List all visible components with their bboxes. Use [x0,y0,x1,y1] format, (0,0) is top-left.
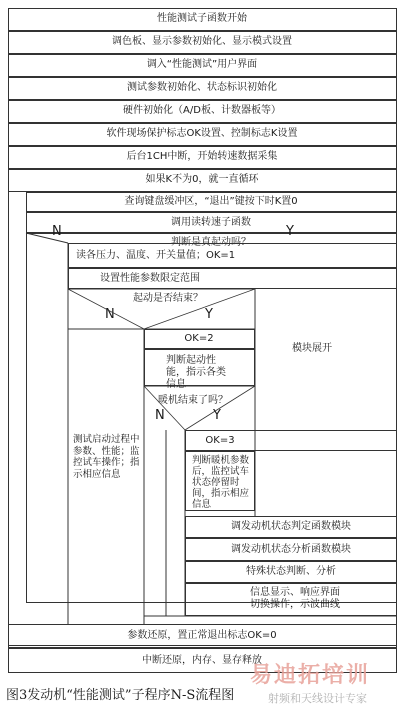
start-done-y-label: Y [205,307,213,322]
restore-int-label: 中断还原，内存、显存释放 [142,655,262,666]
test-proc-label: 测试启动过程中参数、性能；监控试车操作；指示相应信息 [73,434,140,480]
hw-init-label: 硬件初始化（A/D板、计数器板等） [123,105,281,116]
restore-params-label: 参数还原，置正常退出标志OK=0 [127,630,277,641]
query-kb-label: 查询键盘缓冲区，“退出”键按下时K置0 [124,196,298,207]
watermark-logo: 易迪拓培训 [250,663,371,688]
module-expand-label: 模块展开 [292,343,332,354]
start-done-label: 起动是否结束？ [133,293,203,304]
ok3-label: OK=3 [205,435,235,446]
start-done-diag-left [68,289,144,329]
start-done-n-label: N [105,307,115,322]
special-label: 特殊状态判断、分析 [246,566,336,577]
branch-y-label: Y [286,224,294,239]
palette-init-label: 调色板、显示参数初始化、显示模式设置 [112,36,292,47]
info-show-label: 信息显示、响应界面切换操作，示波曲线 [250,587,340,610]
warm-done-diag-left [144,386,185,430]
judge-start-label: 判断是真起动吗？ [171,237,251,248]
branch-n-label: N [52,224,62,239]
figure-caption: 图3发动机“性能测试”子程序N-S流程图 [6,688,235,703]
start-label: 性能测试子函数开始 [157,13,247,24]
loop-condition-label: 如果K不为0，就一直循环 [145,174,259,185]
judge-perf-label: 判断起动性能，指示各类信息 [166,355,226,390]
param-init-label: 测试参数初始化、状态标识初始化 [127,82,277,93]
decision-start-left-line [26,233,68,243]
load-ui-label: 调入“性能测试”用户界面 [146,59,258,70]
set-limits-label: 设置性能参数限定范围 [100,273,200,284]
warm-done-y-label: Y [213,408,221,423]
site-protect-label: 软件现场保护标志OK设置、控制标志K设置 [106,128,298,139]
call-speed-label: 调用读转速子函数 [171,217,251,228]
warm-done-label: 暖机结束了吗？ [158,395,228,406]
bg-interrupt-label: 后台1CH中断，开始转速数据采集 [126,151,278,162]
call-analyze-label: 调发动机状态分析函数模块 [231,544,351,555]
warm-done-diag-right [185,386,255,430]
read-values-label: 读各压力、温度、开关量值；OK=1 [76,250,236,261]
watermark-subtext: 射频和天线设计专家 [268,692,367,705]
warm-judge-label: 判断暖机参数后，监控试车状态停留时间，指示相应信息 [192,455,250,510]
start-done-diag-right [144,289,255,329]
warm-done-n-label: N [155,408,165,423]
ok2-label: OK=2 [184,333,214,344]
call-judge-label: 调发动机状态判定函数模块 [231,521,351,532]
